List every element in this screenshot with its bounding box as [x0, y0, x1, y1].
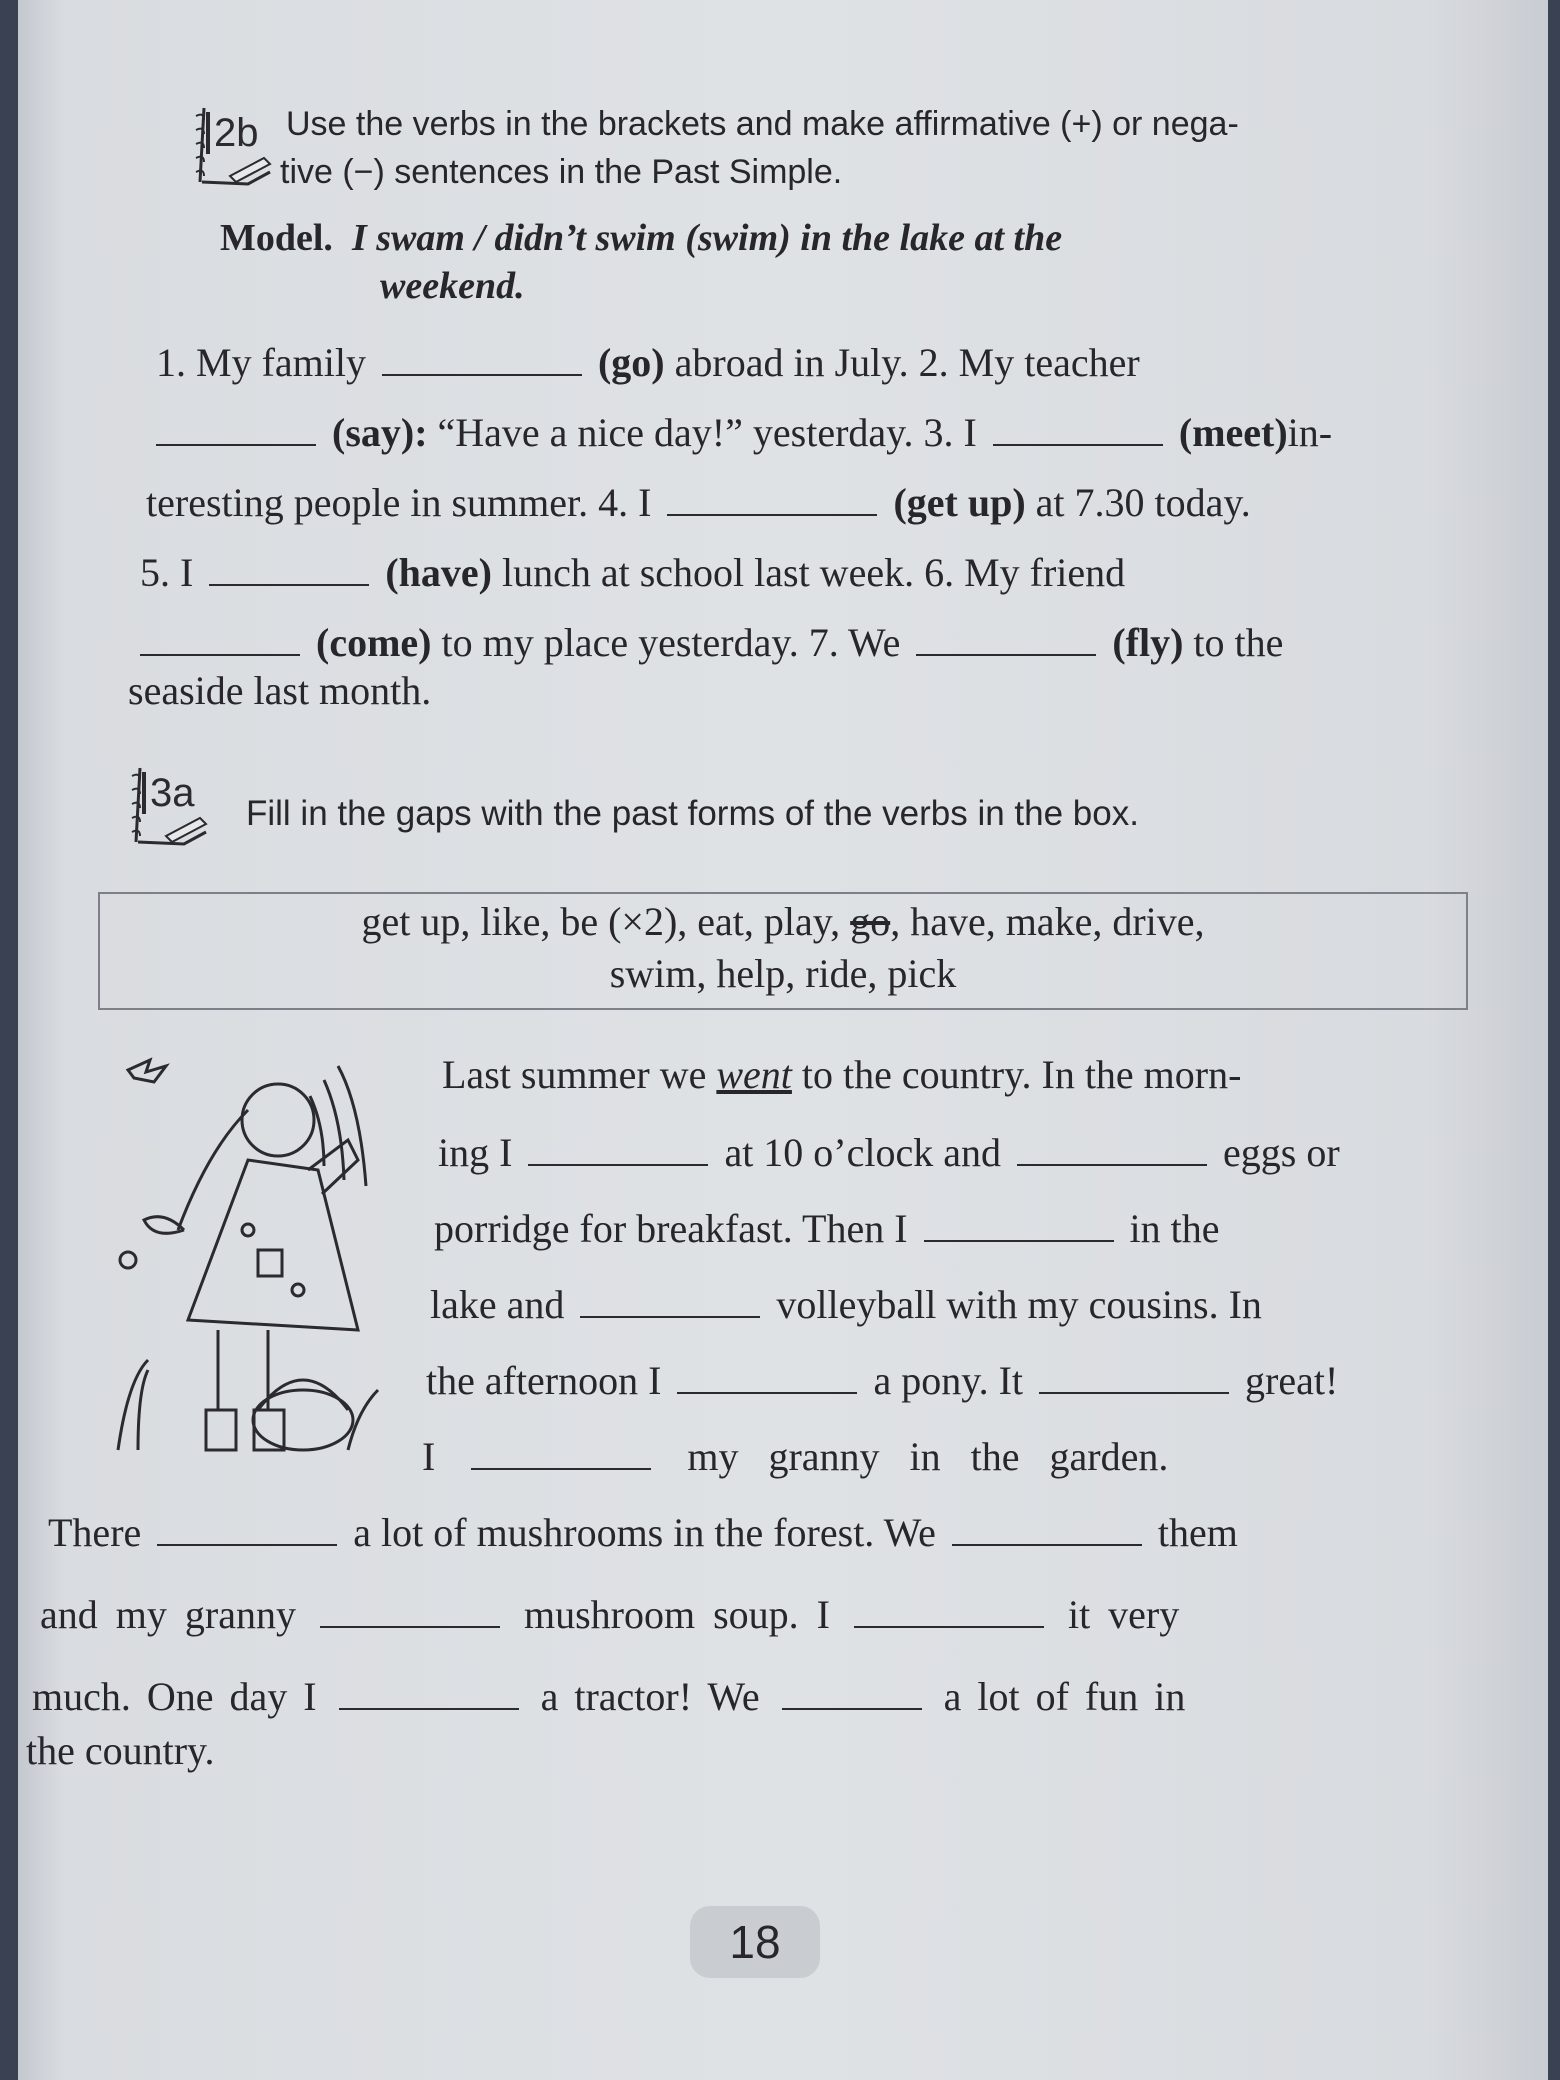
struck-verb: go: [850, 899, 891, 944]
story-line: and my granny mushroom soup. I it very: [40, 1592, 1180, 1637]
story-line: the country.: [26, 1728, 215, 1773]
example-answer: went: [716, 1052, 792, 1097]
story-line: I my granny in the garden.: [422, 1434, 1169, 1479]
answer-blank[interactable]: [156, 443, 316, 446]
answer-blank[interactable]: [916, 653, 1096, 656]
exercise-2b-line: teresting people in summer. 4. I (get up) at 7.30 today.: [146, 480, 1251, 525]
answer-blank[interactable]: [1039, 1391, 1229, 1394]
answer-blank[interactable]: [924, 1239, 1114, 1242]
answer-blank[interactable]: [580, 1315, 760, 1318]
exercise-2b-line: seaside last month.: [128, 668, 432, 713]
answer-blank[interactable]: [157, 1543, 337, 1546]
exercise-3a-instruction: Fill in the gaps with the past forms of the verbs in the box.: [246, 794, 1139, 833]
answer-blank[interactable]: [320, 1625, 500, 1628]
answer-blank[interactable]: [209, 583, 369, 586]
story-line: lake and volleyball with my cousins. In: [430, 1282, 1262, 1327]
answer-blank[interactable]: [339, 1707, 519, 1710]
exercise-2b-instruction: [280, 100, 1239, 196]
story-line: There a lot of mushrooms in the forest. We them: [48, 1510, 1238, 1555]
story-line: porridge for breakfast. Then I in the: [434, 1206, 1220, 1251]
exercise-2b-line: (say): “Have a nice day!” yesterday. 3. I (meet)in-: [150, 404, 1332, 462]
workbook-page: [18, 0, 1548, 2080]
notebook-pencil-icon: [126, 760, 210, 852]
answer-blank[interactable]: [952, 1543, 1142, 1546]
story-line: Last summer we went to the country. In the morn-: [442, 1052, 1242, 1097]
answer-blank[interactable]: [782, 1707, 922, 1710]
answer-blank[interactable]: [993, 443, 1163, 446]
answer-blank[interactable]: [140, 653, 300, 656]
model-text: I swam / didn’t swim (swim) in the lake at the: [351, 217, 1063, 259]
exercise-2b-line: 5. I (have) lunch at school last week. 6. My friend: [140, 550, 1126, 595]
answer-blank[interactable]: [382, 373, 582, 376]
story-line: much. One day I a tractor! We a lot of fun in: [32, 1674, 1186, 1719]
answer-blank[interactable]: [528, 1163, 708, 1166]
model-label: Model.: [220, 217, 333, 259]
answer-blank[interactable]: [471, 1467, 651, 1470]
story-line: the afternoon I a pony. It great!: [426, 1358, 1339, 1403]
exercise-number: 2b: [206, 112, 259, 154]
model-text-2: weekend.: [380, 265, 525, 307]
answer-blank[interactable]: [1017, 1163, 1207, 1166]
instruction-line-1: Use the verbs in the brackets and make affirmative (+) or nega-: [286, 105, 1239, 143]
girl-with-basket-icon: [98, 1040, 428, 1480]
exercise-2b-line: (come) to my place yesterday. 7. We (fly) to the: [134, 614, 1283, 672]
story-line: ing I at 10 o’clock and eggs or: [438, 1130, 1340, 1175]
model-sentence: [220, 214, 1062, 310]
answer-blank[interactable]: [854, 1625, 1044, 1628]
page-number: 18: [690, 1906, 820, 1978]
instruction-line-2: tive (−) sentences in the Past Simple.: [280, 153, 843, 191]
verb-box: get up, like, be (×2), eat, play, go, have, make, drive, swim, help, ride, pick: [98, 892, 1468, 1010]
notebook-pencil-icon: [190, 100, 274, 192]
exercise-2b-line: 1. My family (go) abroad in July. 2. My teacher: [156, 340, 1140, 385]
exercise-number: 3a: [142, 772, 195, 814]
answer-blank[interactable]: [667, 513, 877, 516]
answer-blank[interactable]: [677, 1391, 857, 1394]
